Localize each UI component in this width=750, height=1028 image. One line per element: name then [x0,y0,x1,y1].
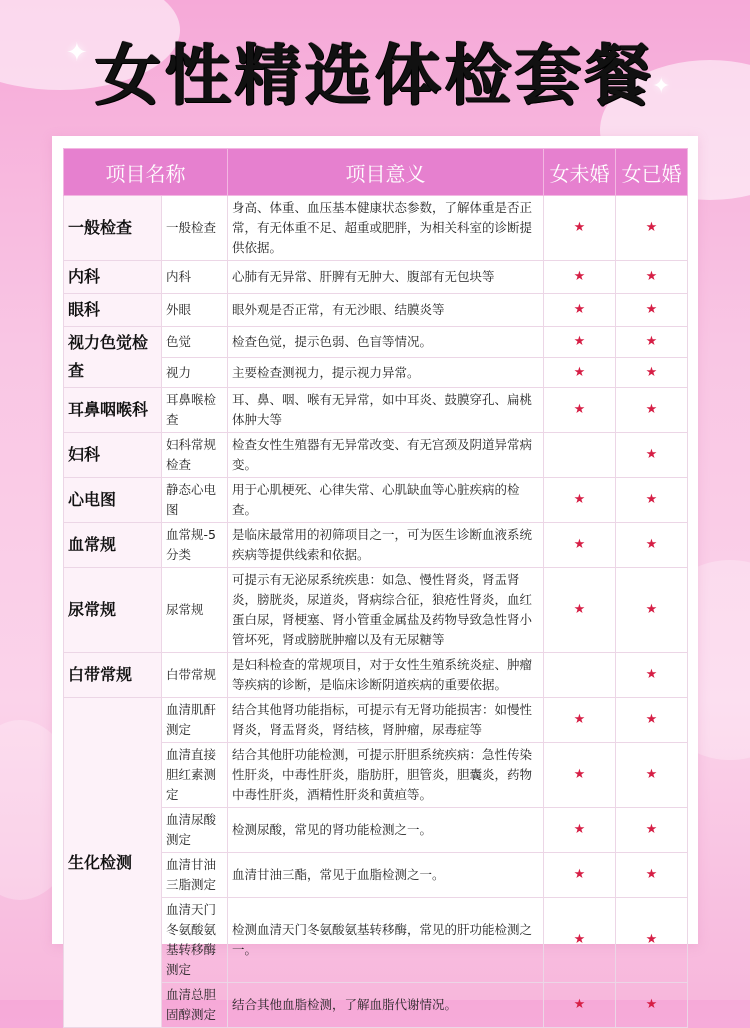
row-subitem: 血清天门冬氨酸氨基转移酶测定 [162,898,228,983]
star-icon: ★ [616,653,688,698]
row-description: 检查色觉，提示色弱、色盲等情况。 [228,327,544,358]
star-icon: ★ [544,523,616,568]
star-icon: ★ [544,698,616,743]
row-subitem: 妇科常规检查 [162,433,228,478]
row-subitem: 血常规-5分类 [162,523,228,568]
row-description: 是妇科检查的常规项目，对于女性生殖系统炎症、肿瘤等疾病的诊断，是临床诊断阴道疾病的重要依据。 [228,653,544,698]
star-icon: ★ [616,294,688,327]
star-icon: ★ [544,983,616,1028]
row-subitem: 外眼 [162,294,228,327]
row-description: 结合其他肝功能检测，可提示肝胆系统疾病：急性传染性肝炎，中毒性肝炎，脂肪肝，胆管炎，胆囊炎，药物中毒性肝炎，酒精性肝炎和黄疸等。 [228,743,544,808]
star-empty [544,653,616,698]
star-icon: ★ [616,433,688,478]
row-subitem: 血清总胆固醇测定 [162,983,228,1028]
header-married: 女已婚 [616,149,688,196]
table-row [64,478,688,523]
table-row [64,261,688,294]
row-category: 尿常规 [64,568,162,653]
row-description: 结合其他肾功能指标，可提示有无肾功能损害：如慢性肾炎，肾盂肾炎，肾结核，肾肿瘤，尿毒症等 [228,698,544,743]
header-significance: 项目意义 [228,149,544,196]
row-subitem: 血清肌酐测定 [162,698,228,743]
star-icon: ★ [616,983,688,1028]
header-item-name: 项目名称 [64,149,228,196]
row-subitem: 一般检查 [162,196,228,261]
row-category: 白带常规 [64,653,162,698]
star-icon: ★ [616,196,688,261]
row-description: 身高、体重、血压基本健康状态参数，了解体重是否正常，有无体重不足、超重或肥胖，为相关科室的诊断提供依据。 [228,196,544,261]
row-subitem: 血清尿酸测定 [162,808,228,853]
star-empty [544,433,616,478]
star-icon: ★ [544,358,616,388]
star-icon: ★ [616,523,688,568]
table-row [64,196,688,261]
page-title: 女性精选体检套餐 [95,37,655,114]
row-category: 生化检测 [64,698,162,1028]
row-category: 一般检查 [64,196,162,261]
row-subitem: 色觉 [162,327,228,358]
star-icon: ★ [544,327,616,358]
star-icon: ★ [544,898,616,983]
table-row [64,523,688,568]
star-icon: ★ [544,808,616,853]
table-row [64,433,688,478]
star-icon: ★ [544,261,616,294]
table-row [64,568,688,653]
row-description: 结合其他血脂检测，了解血脂代谢情况。 [228,983,544,1028]
row-subitem: 耳鼻喉检查 [162,388,228,433]
table-card [52,136,698,1022]
row-description: 耳、鼻、咽、喉有无异常，如中耳炎、鼓膜穿孔、扁桃体肿大等 [228,388,544,433]
star-icon: ★ [616,478,688,523]
star-icon: ★ [616,358,688,388]
row-category: 妇科 [64,433,162,478]
row-description: 是临床最常用的初筛项目之一，可为医生诊断血液系统疾病等提供线索和依据。 [228,523,544,568]
row-description: 检测尿酸，常见的肾功能检测之一。 [228,808,544,853]
row-subitem: 尿常规 [162,568,228,653]
star-icon: ★ [544,478,616,523]
row-subitem: 白带常规 [162,653,228,698]
row-category: 内科 [64,261,162,294]
row-subitem: 血清直接胆红素测定 [162,743,228,808]
row-category: 眼科 [64,294,162,327]
table-row [64,388,688,433]
row-description: 可提示有无泌尿系统疾患：如急、慢性肾炎，肾盂肾炎，膀胱炎，尿道炎，肾病综合征，狼疮性肾炎，血红蛋白尿，肾梗塞、肾小管重金属盐及药物导致急性肾小管坏死，肾或膀胱肿瘤以及有无尿糖等 [228,568,544,653]
row-description: 用于心肌梗死、心律失常、心肌缺血等心脏疾病的检查。 [228,478,544,523]
sparkle-icon: ✦ [652,74,671,99]
row-category: 心电图 [64,478,162,523]
star-icon: ★ [616,898,688,983]
row-description: 心肺有无异常、肝脾有无肿大、腹部有无包块等 [228,261,544,294]
table-row [64,294,688,327]
star-icon: ★ [616,853,688,898]
row-subitem: 静态心电图 [162,478,228,523]
row-subitem: 视力 [162,358,228,388]
row-category: 视力色觉检查 [64,327,162,388]
row-subitem: 内科 [162,261,228,294]
row-category: 耳鼻咽喉科 [64,388,162,433]
star-icon: ★ [544,568,616,653]
table-header-row [64,149,688,196]
header-unmarried: 女未婚 [544,149,616,196]
table-row [64,698,688,743]
row-subitem: 血清甘油三脂测定 [162,853,228,898]
star-icon: ★ [544,294,616,327]
row-description: 检查女性生殖器有无异常改变、有无宫颈及阴道异常病变。 [228,433,544,478]
row-description: 主要检查测视力，提示视力异常。 [228,358,544,388]
star-icon: ★ [616,568,688,653]
checkup-table [63,148,688,1028]
sparkle-icon: ✦ [66,38,88,68]
row-description: 眼外观是否正常，有无沙眼、结膜炎等 [228,294,544,327]
star-icon: ★ [544,388,616,433]
star-icon: ★ [616,808,688,853]
star-icon: ★ [544,196,616,261]
table-row [64,653,688,698]
row-description: 检测血清天门冬氨酸氨基转移酶，常见的肝功能检测之一。 [228,898,544,983]
star-icon: ★ [544,743,616,808]
star-icon: ★ [616,388,688,433]
row-category: 血常规 [64,523,162,568]
star-icon: ★ [616,261,688,294]
star-icon: ★ [616,743,688,808]
table-row [64,327,688,358]
row-description: 血清甘油三酯，常见于血脂检测之一。 [228,853,544,898]
star-icon: ★ [616,698,688,743]
star-icon: ★ [544,853,616,898]
star-icon: ★ [616,327,688,358]
